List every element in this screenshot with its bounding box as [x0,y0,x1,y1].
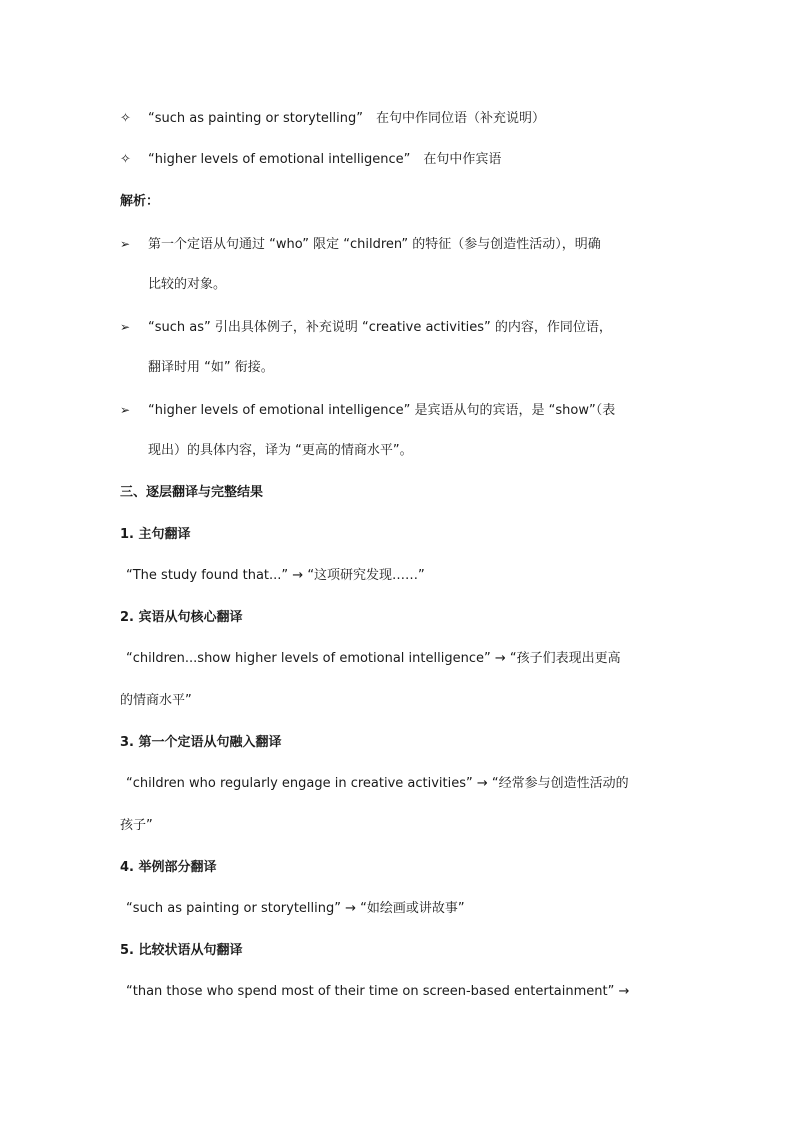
step-3-heading: 3. 第一个定语从句融入翻译 [120,735,282,750]
step-3-line2: 孩子” [120,818,153,833]
step-5-text: “than those who spend most of their time on screen-based entertainment” → [126,984,630,999]
analysis-point-3-line1: “higher levels of emotional intelligence” 是宾语从句的宾语，是 “show”（表 [148,403,616,418]
step-1-heading: 1. 主句翻译 [120,527,191,542]
arrow-bullet-icon: ➢ [120,403,131,417]
analysis-point-2-line1: “such as” 引出具体例子，补充说明 “creative activities” 的内容，作同位语， [148,320,612,335]
step-2-line2: 的情商水平” [120,693,192,708]
analysis-point-1 [120,235,601,254]
appositive-text: “such as painting or storytelling” 在句中作同位语（补充说明） [148,111,545,126]
step-5-heading: 5. 比较状语从句翻译 [120,943,243,958]
object-item [120,151,501,169]
analysis-point-3 [120,401,615,420]
arrow-bullet-icon: ➢ [120,237,131,251]
diamond-bullet-icon: ✧ [120,111,131,126]
analysis-point-1-line2: 比较的对象。 [148,277,227,292]
section-3-heading: 三、逐层翻译与完整结果 [120,485,264,500]
arrow-bullet-icon: ➢ [120,320,131,334]
analysis-point-1-line1: 第一个定语从句通过 “who” 限定 “children” 的特征（参与创造性活动），明确 [148,237,601,252]
step-2-heading: 2. 宾语从句核心翻译 [120,610,243,625]
step-2-line1: “children...show higher levels of emotional intelligence” → “孩子们表现出更高 [126,651,621,666]
diamond-bullet-icon: ✧ [120,152,131,167]
appositive-item [120,110,545,128]
analysis-point-2-line2: 翻译时用 “如” 衔接。 [148,360,274,375]
analysis-heading: 解析： [120,194,160,209]
object-text: “higher levels of emotional intelligence” 在句中作宾语 [148,152,502,167]
step-4-text: “such as painting or storytelling” → “如绘画或讲故事” [126,901,465,916]
step-4-heading: 4. 举例部分翻译 [120,860,217,875]
step-3-line1: “children who regularly engage in creative activities” → “经常参与创造性活动的 [126,776,629,791]
analysis-point-2 [120,318,612,337]
step-1-text: “The study found that...” → “这项研究发现……” [126,568,425,583]
analysis-point-3-line2: 现出）的具体内容，译为 “更高的情商水平”。 [148,443,413,458]
